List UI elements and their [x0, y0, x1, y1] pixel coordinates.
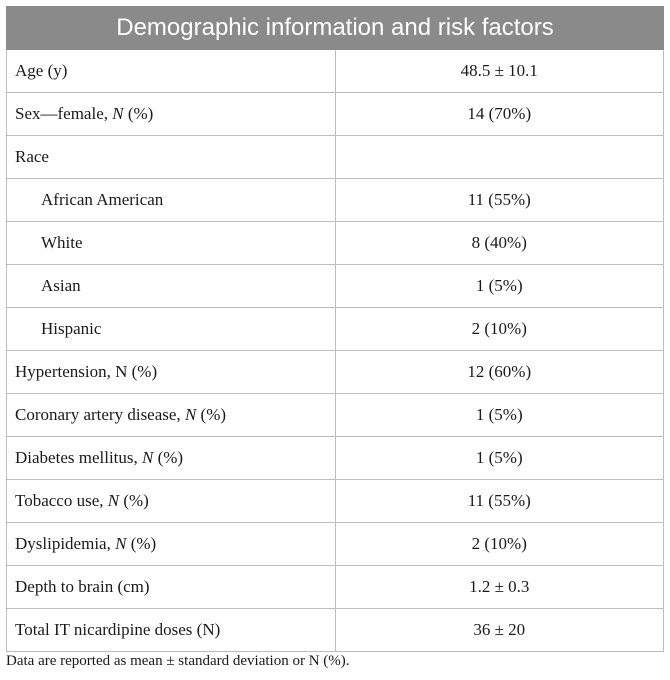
table-row-depth-to-brain: [7, 566, 664, 609]
table-row-asian: [7, 265, 664, 308]
row-label: Total IT nicardipine doses (N): [7, 609, 336, 652]
row-value: 8 (40%): [335, 222, 664, 265]
row-value: [335, 136, 664, 179]
row-label: Hispanic: [7, 308, 336, 351]
row-label-italic: N: [184, 405, 197, 424]
row-value: 1.2 ± 0.3: [335, 566, 664, 609]
row-label-suffix: (%): [196, 405, 227, 424]
row-value: 11 (55%): [335, 179, 664, 222]
row-label-text: Tobacco use,: [15, 491, 108, 510]
row-label-italic: N: [142, 448, 154, 467]
demographics-table-container: [6, 6, 664, 652]
row-label-italic: N: [107, 491, 120, 510]
row-label-italic: N: [115, 534, 127, 553]
table-row-race: [7, 136, 664, 179]
row-label: Hypertension, N (%): [7, 351, 336, 394]
row-label: Race: [7, 136, 336, 179]
row-label: [7, 480, 336, 523]
row-label-text: Diabetes mellitus,: [15, 448, 143, 467]
row-value: 1 (5%): [335, 437, 664, 480]
row-label: [7, 93, 336, 136]
row-value: 1 (5%): [335, 394, 664, 437]
table-row-tobacco-use: [7, 480, 664, 523]
row-value: 11 (55%): [335, 480, 664, 523]
table-title: Demographic information and risk factors: [7, 7, 664, 50]
table-row-coronary-artery-disease: [7, 394, 664, 437]
row-label-text: Dyslipidemia,: [15, 534, 116, 553]
demographics-table: [6, 6, 664, 652]
row-label: [7, 437, 336, 480]
row-value: 36 ± 20: [335, 609, 664, 652]
table-row-hispanic: [7, 308, 664, 351]
row-label: Asian: [7, 265, 336, 308]
row-label-text: Coronary artery disease,: [15, 405, 185, 424]
row-label-italic: N: [112, 104, 124, 123]
table-row-african-american: [7, 179, 664, 222]
table-header-row: [7, 7, 664, 50]
row-label: White: [7, 222, 336, 265]
row-value: 14 (70%): [335, 93, 664, 136]
row-label-suffix: (%): [123, 104, 154, 123]
row-value: 2 (10%): [335, 523, 664, 566]
row-value: 2 (10%): [335, 308, 664, 351]
table-row-total-nicardipine-doses: [7, 609, 664, 652]
table-footnote: Data are reported as mean ± standard deviation or N (%).: [6, 653, 350, 669]
row-label-text: Sex—female,: [15, 104, 113, 123]
table-row-white: [7, 222, 664, 265]
table-row-age: [7, 50, 664, 93]
table-row-dyslipidemia: [7, 523, 664, 566]
row-value: 12 (60%): [335, 351, 664, 394]
row-value: 1 (5%): [335, 265, 664, 308]
row-label: [7, 394, 336, 437]
row-label: Depth to brain (cm): [7, 566, 336, 609]
row-label-suffix: (%): [153, 448, 184, 467]
row-label: [7, 523, 336, 566]
table-row-diabetes-mellitus: [7, 437, 664, 480]
table-row-hypertension: [7, 351, 664, 394]
row-label-suffix: (%): [126, 534, 157, 553]
table-row-sex-female: [7, 93, 664, 136]
row-label: Age (y): [7, 50, 336, 93]
row-label-suffix: (%): [119, 491, 149, 510]
row-label: African American: [7, 179, 336, 222]
row-value: 48.5 ± 10.1: [335, 50, 664, 93]
